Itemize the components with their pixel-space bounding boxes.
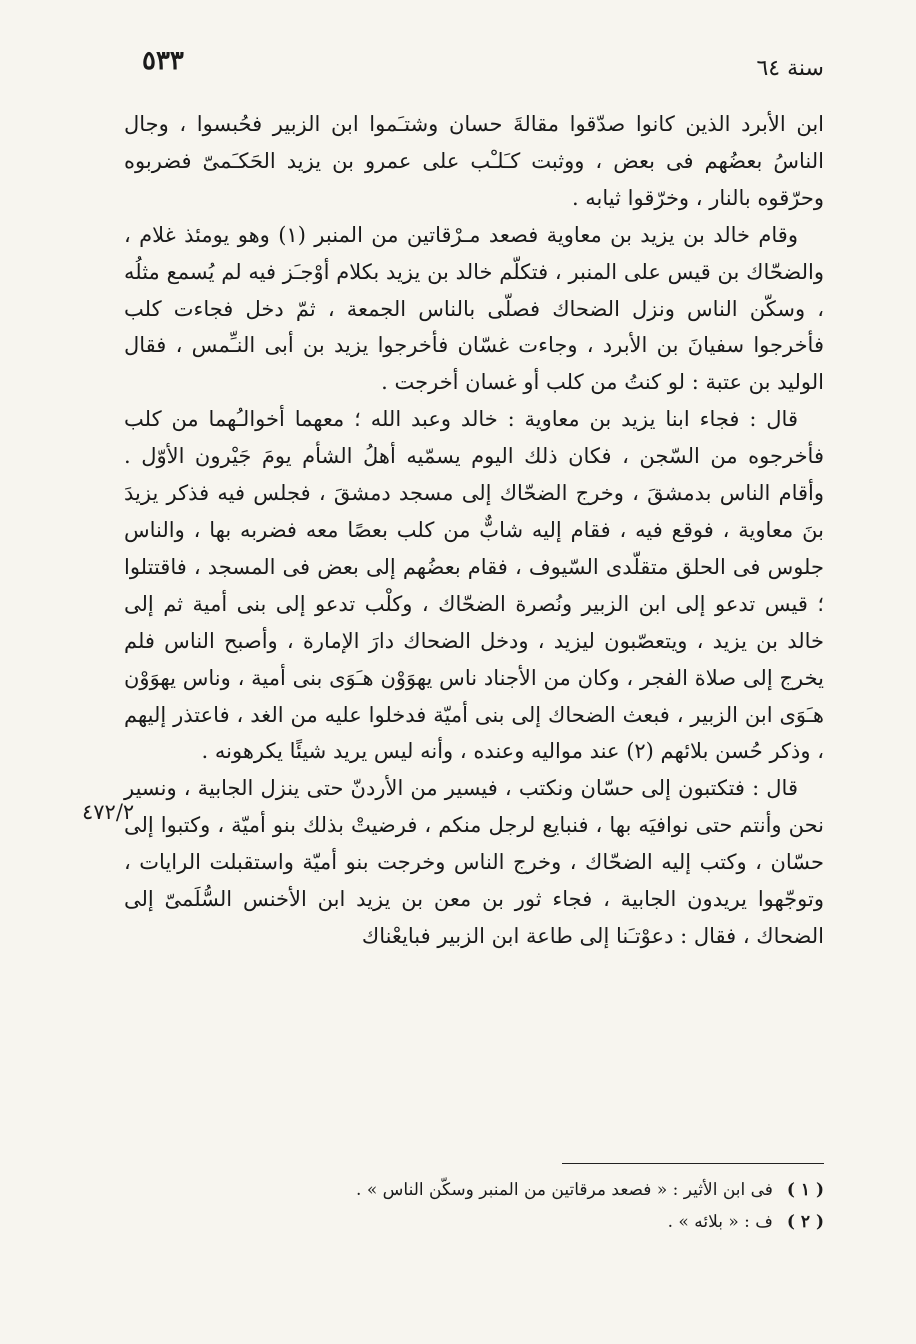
page-number: ٥٣٣	[142, 46, 184, 76]
paragraph: ابن الأبرد الذين كانوا صدّقوا مقالةَ حسان وشتـَموا ابن الزبير فحُبسوا ، وجال الناسُ بعضُهم فى بعض ، ووثبت كـَلـْب على عمرو بن يزيد الحَكـَمىّ فضربوه وحرّقوه بالنار ، وخرّقوا ثيابه .	[124, 112, 824, 210]
footnote-number: ( ٢ )	[786, 1212, 824, 1232]
footnote	[124, 1206, 824, 1238]
margin-reference: ٤٧٢/٢	[82, 800, 135, 824]
paragraph: قال : فجاء ابنا يزيد بن معاوية : خالد وعبد الله ؛ معهما أخوالـُهما من كلب فأخرجوه من السّجن ، فكان ذلك اليوم يسمّيه أهلُ الشأم يومَ جَيْرون الأوّل . وأقام الناس بدمشقَ ، وخرج الضحّاك إلى مسجد دمشقَ ، فجلس فيه فذكر يزيدَ بنَ معاوية ، فوقع فيه ، فقام إليه شابٌّ من كلب بعصًا معه فضربه بها ، والناس جلوس فى الحلق متقلّدى السّيوف ، فقام بعضُهم إلى بعض فى المسجد ، فاقتتلوا ؛ قيس تدعو إلى ابن الزبير ونُصرة الضحّاك ، وكلْب تدعو إلى بنى أمية ثم إلى خالد بن يزيد ، ويتعصّبون ليزيد ، ودخل الضحاك دارَ الإمارة ، وأصبح الناس فلم يخرج إلى صلاة الفجر ، وكان من الأجناد ناس يهوَوْن هـَوَى بنى أمية ، وناس يهوَوْن هـَوَى ابن الزبير ، فبعث الضحاك إلى بنى أميّة فدخلوا عليه من الغد ، فاعتذر إليهم ، وذكر حُسن بلائهم (٢) عند مواليه وعنده ، وأنه ليس يريد شيئًا يكرهونه .	[124, 407, 824, 764]
paragraph: وقام خالد بن يزيد بن معاوية فصعد مـرْقاتين من المنبر (١) وهو يومئذ غلام ، والضحّاك بن قيس على المنبر ، فتكلّم خالد بن يزيد بكلام أوْجـَز فيه لم يُسمع مثلُه ، وسكّن الناس ونزل الضحاك فصلّى بالناس الجمعة ، ثمّ دخل فجاءت كلب فأخرجوا سفيانَ بن الأبرد ، وجاءت غسّان فأخرجوا يزيد بن أبى النـِّمس ، فقال الوليد بن عتبة : لو كنتُ من كلب أو غسان أخرجت .	[124, 222, 824, 395]
footnotes	[124, 1174, 824, 1238]
footnote-text: فى ابن الأثير : « فصعد مرقاتين من المنبر وسكّن الناس » .	[356, 1180, 773, 1200]
main-text	[124, 106, 824, 955]
footnote-number: ( ١ )	[786, 1180, 824, 1200]
paragraph: قال : فتكتبون إلى حسّان ونكتب ، فيسير من الأردنّ حتى ينزل الجابية ، ونسير نحن وأنتم حتى نوافيَه بها ، فنبايع لرجل منكم ، فرضيتْ بذلك بنو أميّة ، وكتبوا إلى حسّان ، وكتب إليه الضحّاك ، وخرج الناس وخرجت بنو أميّة واستقبلت الرايات ، وتوجّهوا يريدون الجابية ، فجاء ثور بن معن بن يزيد ابن الأخنس السُّلَمىّ إلى الضحاك ، فقال : دعوْتـَنا إلى طاعة ابن الزبير فبايعْناك	[124, 776, 824, 948]
footnote-text: ف : « بلائه » .	[667, 1212, 773, 1232]
footnote	[124, 1174, 824, 1206]
footnote-divider	[562, 1163, 824, 1164]
running-header-year: سنة ٦٤	[756, 56, 824, 81]
